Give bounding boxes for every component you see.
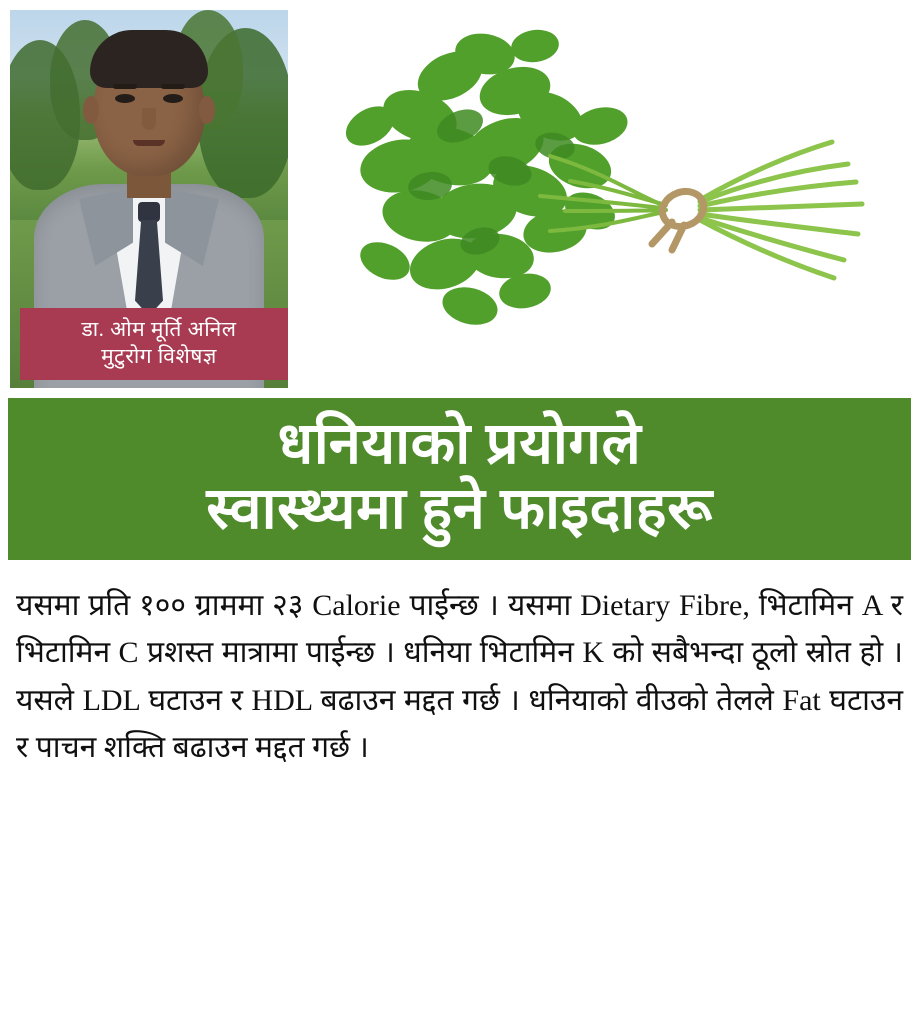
hair [90,30,208,88]
doctor-specialty: मुटुरोग विशेषज्ञ [101,344,217,369]
doctor-photo-block [10,10,288,388]
eyebrow-left [113,84,137,89]
coriander-bunch-illustration [300,6,910,386]
eye-right [163,94,183,103]
eye-left [115,94,135,103]
nose [142,108,156,130]
mouth [133,140,165,146]
coriander-image [300,6,910,386]
doctor-name: डा. ओम मूर्ति अनिल [81,317,237,342]
eyebrow-right [161,84,185,89]
title-banner [8,398,911,560]
top-image-area [0,0,919,396]
necktie-knot [138,202,160,222]
body-paragraph: यसमा प्रति १०० ग्राममा २३ Calorie पाईन्छ । यसमा Dietary Fibre, भिटामिन A र भिटामिन C प्रशस्त मात्रामा पाईन्छ । धनिया भिटामिन K को सबैभन्दा ठूलो स्रोत हो । यसले LDL घटाउन र HDL बढाउन मद्दत गर्छ । धनियाको वीउको तेलले Fat घटाउन र पाचन शक्ति बढाउन मद्दत गर्छ । [16,588,903,765]
ear-left [83,96,99,124]
ear-right [199,96,215,124]
title-line-1: धनियाको प्रयोगले [277,411,642,476]
body-text-block [0,560,919,782]
title-line-2: स्वास्थ्यमा हुने फाइदाहरू [206,475,713,541]
doctor-name-plate [20,308,288,380]
